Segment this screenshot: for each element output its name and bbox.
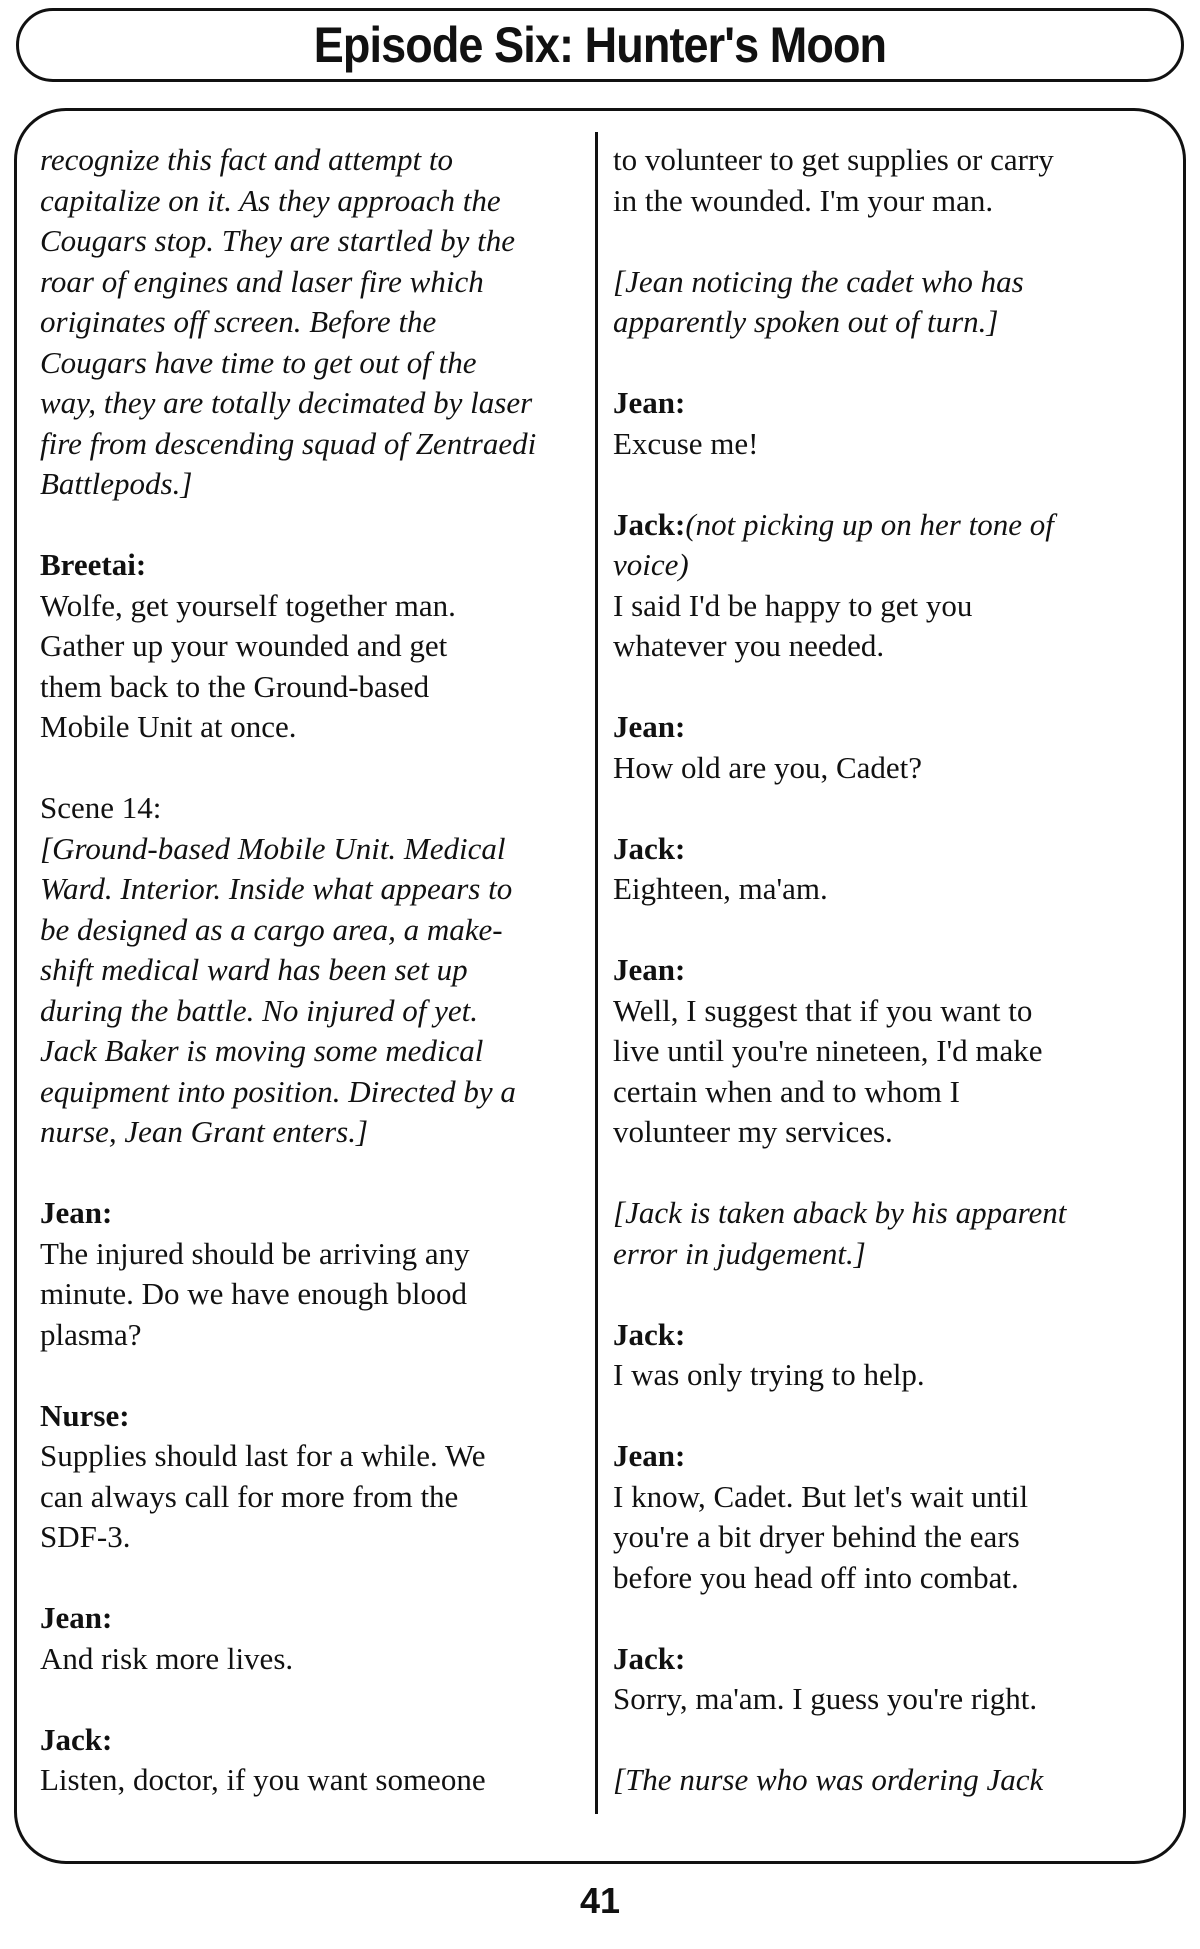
- dialogue-line: can always call for more from the: [40, 1478, 459, 1514]
- dialogue-block: [613, 707, 1168, 788]
- text-line: capitalize on it. As they approach the: [40, 182, 501, 218]
- text-line: Cougars stop. They are startled by the: [40, 223, 516, 258]
- dialogue-line: certain when and to whom I: [613, 1073, 960, 1109]
- left-column: [40, 140, 585, 1801]
- speaker-name: Breetai:: [40, 547, 147, 582]
- scene-block: [40, 788, 585, 1153]
- speaker-name: Jack:: [613, 1640, 686, 1676]
- dialogue-line: Supplies should last for a while. We: [40, 1438, 486, 1473]
- text-line: error in judgement.]: [613, 1235, 866, 1271]
- text-line: Ward. Interior. Inside what appears to: [40, 871, 513, 906]
- dialogue-line: them back to the Ground-based: [40, 668, 430, 704]
- text-line: fire from descending squad of Zentraedi: [40, 425, 537, 461]
- dialogue-block: [613, 950, 1168, 1153]
- speaker-name: Jean:: [613, 952, 686, 987]
- speaker-name: Nurse:: [40, 1397, 130, 1433]
- dialogue-line: in the wounded. I'm your man.: [613, 182, 994, 218]
- text-line: recognize this fact and attempt to: [40, 142, 453, 177]
- text-line: shift medical ward has been set up: [40, 952, 468, 987]
- dialogue-block: [613, 140, 1168, 221]
- dialogue-block: [613, 1315, 1168, 1396]
- text-line: [Jack is taken aback by his apparent: [613, 1195, 1067, 1230]
- speaker-name: Jean:: [613, 1438, 686, 1473]
- dialogue-line: Gather up your wounded and get: [40, 628, 448, 663]
- text-line: be designed as a cargo area, a make-: [40, 911, 503, 947]
- text-line: nurse, Jean Grant enters.]: [40, 1114, 369, 1149]
- speaker-name: Jean:: [613, 709, 686, 744]
- text-line: [The nurse who was ordering Jack: [613, 1762, 1044, 1797]
- dialogue-line: to volunteer to get supplies or carry: [613, 142, 1054, 177]
- dialogue-line: And risk more lives.: [40, 1640, 294, 1676]
- dialogue-line: Well, I suggest that if you want to: [613, 992, 1033, 1028]
- text-line: during the battle. No injured of yet.: [40, 992, 478, 1028]
- dialogue-block: [40, 545, 585, 748]
- stage-direction: [613, 1760, 1168, 1801]
- speaker-name: Jack:: [613, 830, 686, 866]
- dialogue-block: [613, 1639, 1168, 1720]
- parenthetical: (not picking up on her tone of: [685, 506, 1054, 542]
- speaker-name: Jean:: [613, 385, 686, 420]
- text-line: Battlepods.]: [40, 466, 193, 501]
- dialogue-line: I know, Cadet. But let's wait until: [613, 1478, 1029, 1514]
- scene-heading: Scene 14:: [40, 790, 162, 825]
- dialogue-block: [40, 1598, 585, 1679]
- text-line: Jack Baker is moving some medical: [40, 1033, 484, 1068]
- text-line: Cougars have time to get out of the: [40, 344, 477, 380]
- text-line: apparently spoken out of turn.]: [613, 304, 999, 339]
- speaker-name: Jean:: [40, 1600, 113, 1635]
- text-line: roar of engines and laser fire which: [40, 263, 484, 299]
- parenthetical: voice): [613, 547, 689, 582]
- dialogue-block: [40, 1396, 585, 1558]
- speaker-name: Jack:: [613, 506, 686, 542]
- dialogue-block: [613, 383, 1168, 464]
- dialogue-line: volunteer my services.: [613, 1114, 893, 1149]
- stage-direction: [613, 1193, 1168, 1274]
- dialogue-line: plasma?: [40, 1316, 142, 1352]
- speaker-name: Jean:: [40, 1195, 113, 1230]
- dialogue-block: [613, 829, 1168, 910]
- text-line: [Jean noticing the cadet who has: [613, 263, 1024, 299]
- episode-header: [16, 8, 1184, 82]
- dialogue-block: [613, 505, 1168, 667]
- dialogue-line: Listen, doctor, if you want someone: [40, 1762, 486, 1797]
- dialogue-line: Sorry, ma'am. I guess you're right.: [613, 1681, 1038, 1716]
- dialogue-block: [613, 1436, 1168, 1598]
- dialogue-line: Eighteen, ma'am.: [613, 871, 828, 906]
- dialogue-line: SDF-3.: [40, 1519, 131, 1554]
- dialogue-block: [40, 1720, 585, 1801]
- speaker-name: Jack:: [40, 1721, 113, 1757]
- text-line: equipment into position. Directed by a: [40, 1073, 516, 1109]
- text-line: [Ground-based Mobile Unit. Medical: [40, 830, 506, 866]
- page-number: 41: [579, 1880, 621, 1921]
- dialogue-line: Excuse me!: [613, 425, 759, 461]
- stage-direction: [613, 262, 1168, 343]
- text-line: way, they are totally decimated by laser: [40, 385, 533, 420]
- dialogue-line: before you head off into combat.: [613, 1559, 1019, 1595]
- dialogue-line: you're a bit dryer behind the ears: [613, 1519, 1020, 1554]
- dialogue-line: Wolfe, get yourself together man.: [40, 587, 456, 623]
- dialogue-line: I was only trying to help.: [613, 1357, 925, 1392]
- dialogue-line: minute. Do we have enough blood: [40, 1276, 468, 1311]
- dialogue-block: [40, 1193, 585, 1355]
- dialogue-line: How old are you, Cadet?: [613, 749, 923, 785]
- column-divider: [595, 132, 598, 1814]
- dialogue-line: I said I'd be happy to get you: [613, 587, 973, 623]
- dialogue-line: live until you're nineteen, I'd make: [613, 1033, 1043, 1068]
- dialogue-line: Mobile Unit at once.: [40, 709, 297, 744]
- right-column: [613, 140, 1168, 1801]
- stage-direction: [40, 140, 585, 505]
- text-line: originates off screen. Before the: [40, 304, 437, 339]
- dialogue-line: The injured should be arriving any: [40, 1235, 470, 1271]
- page-title: Episode Six: Hunter's Moon: [313, 17, 887, 73]
- speaker-name: Jack:: [613, 1316, 686, 1352]
- dialogue-line: whatever you needed.: [613, 628, 885, 663]
